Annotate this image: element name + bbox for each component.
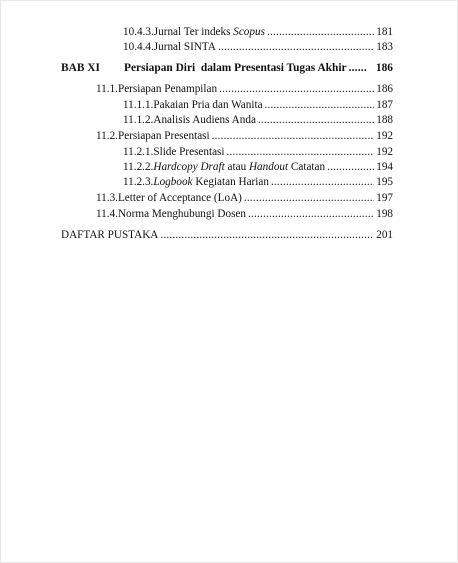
toc-entry-title: Slide Presentasi — [153, 146, 225, 158]
dot-leader — [267, 25, 374, 40]
toc-entry-title: DAFTAR PUSTAKA — [61, 229, 159, 241]
dot-leader — [219, 82, 374, 97]
toc-entry-page: 192 — [376, 130, 393, 142]
toc-entry-title — [154, 25, 265, 40]
toc-entry-title-italic: Scopus — [233, 26, 265, 38]
toc-entry-number: 11.2. — [96, 130, 118, 142]
toc-chapter-entry[interactable] — [61, 61, 393, 76]
toc-entry[interactable] — [96, 191, 393, 206]
toc-entry-number: 11.4. — [96, 208, 118, 220]
toc-entry-title-italic: Handout — [248, 161, 289, 173]
toc-entry-number: 11.3. — [96, 192, 118, 204]
dot-leader — [327, 160, 374, 175]
toc-entry-page: 181 — [376, 26, 393, 38]
toc-entry-number: 11.2.2. — [123, 161, 154, 173]
toc-entry[interactable] — [96, 207, 393, 222]
toc-entry-number: 10.4.3. — [123, 26, 154, 38]
toc-entry-number: 10.4.4. — [123, 41, 154, 53]
toc-entry-page: 195 — [376, 176, 393, 188]
toc-entry[interactable] — [96, 82, 393, 97]
toc-entry-title-text: Catatan — [288, 161, 326, 173]
dot-leader — [212, 129, 375, 144]
dot-leader — [248, 207, 374, 222]
toc-entry-number: 11.1.1. — [123, 99, 154, 111]
toc-chapter-number: BAB XI — [61, 62, 100, 74]
toc-entry-page: 201 — [376, 229, 393, 241]
toc-entry-title — [153, 175, 269, 190]
toc-entry-number: 11.1. — [96, 83, 118, 95]
toc-entry[interactable] — [96, 129, 393, 144]
toc-chapter-page: 186 — [375, 62, 393, 74]
toc-entry-page: 183 — [376, 41, 393, 53]
toc-entry-title: Jurnal SINTA — [153, 41, 216, 53]
toc-entry[interactable] — [123, 175, 393, 190]
toc-entry-title: Analisis Audiens Anda — [153, 114, 256, 126]
dot-leader — [227, 145, 375, 160]
toc-entry-title-text: atau — [224, 161, 249, 173]
toc-entry-title: Letter of Acceptance (LoA) — [117, 192, 242, 204]
toc-entry-title: Pakaian Pria dan Wanita — [153, 99, 263, 111]
toc-entry-title-text: Kegiatan Harian — [192, 176, 269, 188]
toc-entry-title: Persiapan Presentasi — [117, 130, 210, 142]
toc-entry[interactable] — [123, 40, 393, 55]
toc-entry-number: 11.1.2. — [123, 114, 154, 126]
toc-entry-title-italic: Logbook — [153, 176, 193, 188]
toc-entry[interactable] — [123, 98, 393, 113]
toc-entry-page: 187 — [376, 99, 393, 111]
dot-leader — [271, 175, 374, 190]
toc-entry-page: 197 — [376, 192, 393, 204]
toc-entry[interactable] — [123, 25, 393, 40]
toc-entry-title — [153, 160, 325, 175]
toc-entry-number: 11.2.1. — [123, 146, 154, 158]
toc-entry-page: 188 — [376, 114, 393, 126]
dot-leader — [244, 191, 374, 206]
toc-entry-page: 186 — [376, 83, 393, 95]
toc-entry-page: 192 — [376, 146, 393, 158]
dot-leader — [218, 40, 374, 55]
toc-entry-page: 194 — [376, 161, 393, 173]
toc-entry[interactable] — [123, 145, 393, 160]
dot-leader — [258, 113, 374, 128]
toc-entry[interactable] — [123, 113, 393, 128]
dot-leader — [349, 61, 374, 76]
toc-entry[interactable] — [123, 160, 393, 175]
toc-entry-page: 198 — [376, 208, 393, 220]
toc-entry-title: Norma Menghubungi Dosen — [117, 208, 246, 220]
toc-entry-title-italic: Hardcopy Draft — [153, 161, 225, 173]
toc-entry-bibliography[interactable] — [61, 228, 393, 243]
dot-leader — [265, 98, 375, 113]
toc-chapter-title: Persiapan Diri dalam Presentasi Tugas Akhir — [124, 62, 347, 74]
toc-entry-number: 11.2.3. — [123, 176, 154, 188]
toc-entry-title: Persiapan Penampilan — [117, 83, 218, 95]
dot-leader — [160, 228, 374, 243]
toc-entry-title-text: Jurnal Ter indeks — [153, 26, 234, 38]
